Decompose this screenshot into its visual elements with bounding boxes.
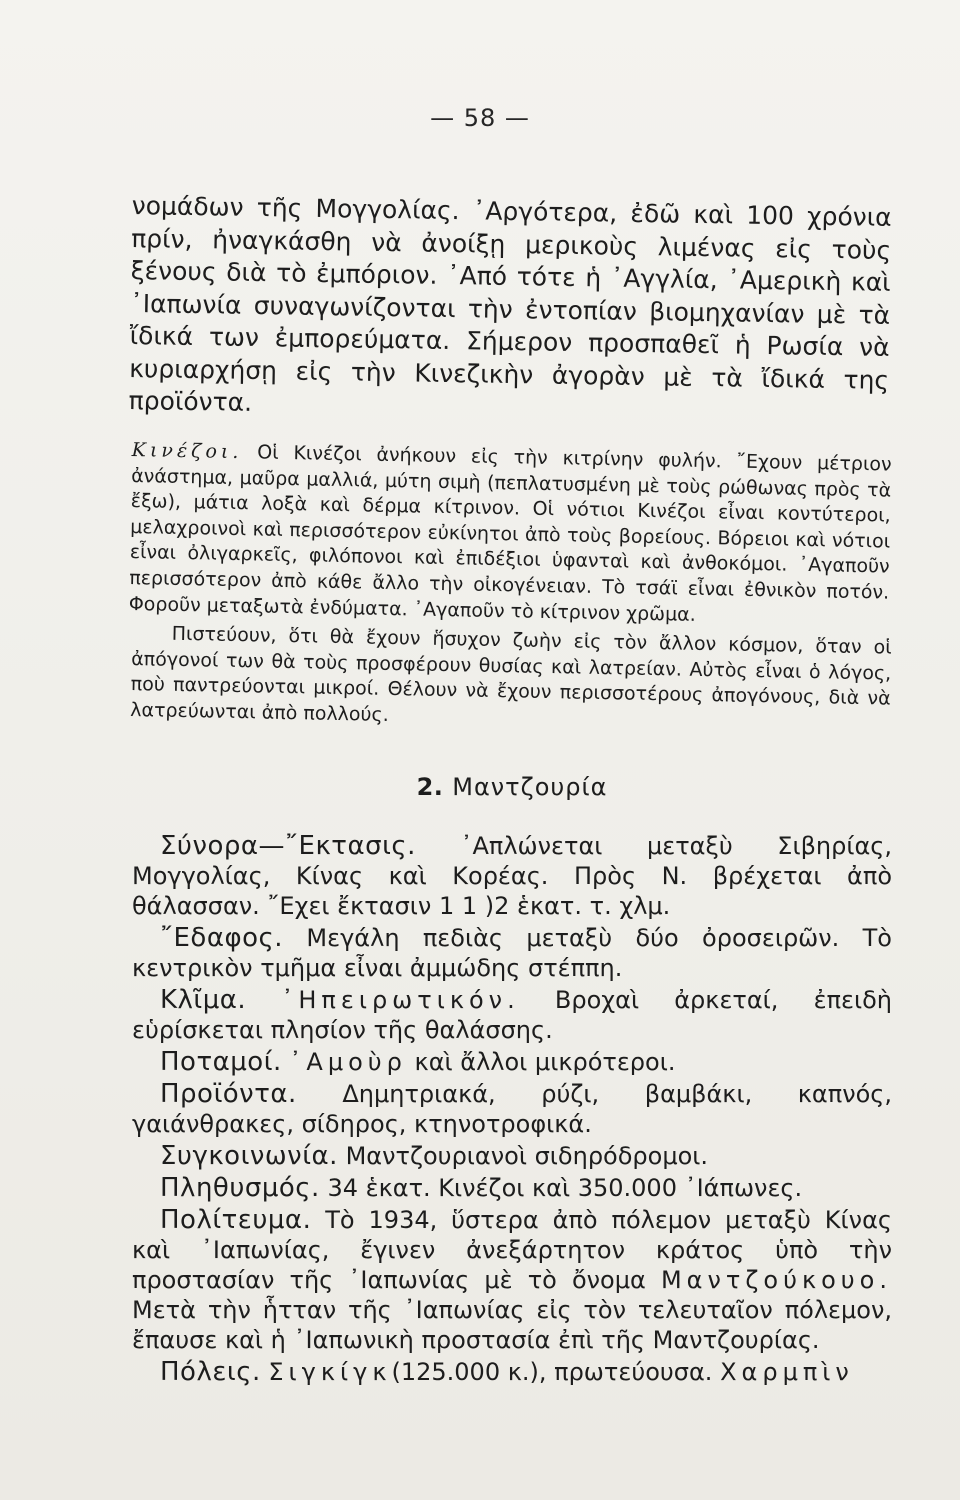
entry-spaced: ᾿Αμοὺρ bbox=[289, 1048, 407, 1077]
entry-label: Πληθυσμός. bbox=[160, 1173, 320, 1204]
entry-label: Κλῖμα. bbox=[160, 985, 247, 1016]
entry-text: 34 ἑκατ. Κινέζοι καὶ 350.000 ᾿Ιάπωνες. bbox=[327, 1174, 803, 1203]
section-heading bbox=[132, 773, 892, 801]
text-body bbox=[128, 190, 892, 1389]
entry-label: Πόλεις. bbox=[160, 1357, 261, 1388]
chinese-heading: Κινέζοι. bbox=[131, 438, 243, 463]
entry-text: Τὸ 1934, ὕστερα ἀπὸ πόλεμον μεταξὺ Κίνας καὶ ᾿Ιαπωνίας, ἔγινεν ἀνεξάρτητον κράτος ὑπὸ τὴν προστασίαν τῆς ᾿Ιαπωνίας μὲ τὸ ὄνομα bbox=[132, 1206, 892, 1295]
entry-spaced: Σιγκίγκ bbox=[268, 1358, 392, 1387]
entry-label: ῎Εδαφος. bbox=[160, 923, 284, 954]
entry-text: (125.000 κ.), πρωτεύουσα. bbox=[391, 1358, 713, 1387]
entry-label: Προϊόντα. bbox=[160, 1079, 297, 1110]
entry-climate bbox=[132, 985, 892, 1045]
entry-rivers bbox=[132, 1047, 892, 1077]
paragraph-beliefs: Πιστεύουν, ὅτι θὰ ἔχουν ἥσυχον ζωὴν εἰς τὸν ἄλλον κόσμον, ὅταν οἱ ἀπόγονοί των θὰ τοὺς προσφέρουν θυσίας καὶ λατρείαν. Αὐτὸς εἶναι ὁ λόγος, ποὺ παντρεύονται μικροί. Θέλουν νὰ ἔχουν περισσοτέρους ἀπογόνους, διὰ νὰ λατρεύωνται ἀπὸ πολλούς. bbox=[130, 622, 892, 726]
paragraph-chinese bbox=[129, 438, 892, 632]
entry-text: Μεγάλη πεδιὰς μεταξὺ δύο ὀροσειρῶν. Τὸ κεντρικὸν τμῆμα εἶναι ἀμμώδης στέππη. bbox=[132, 924, 892, 983]
entry-polity bbox=[132, 1205, 892, 1355]
entry-text-continued: Μετὰ τὴν ἧτταν τῆς ᾿Ιαπωνίας εἰς τὸν τελευταῖον πόλεμον, ἔπαυσε καὶ ἡ ᾿Ιαπωνικὴ προστασία ἐπὶ τῆς Μαντζουρίας. bbox=[132, 1296, 892, 1355]
entry-label: Πολίτευμα. bbox=[160, 1205, 312, 1236]
entry-label: Σύνορα—῎Εκτασις. bbox=[160, 831, 416, 862]
chinese-text: Οἱ Κινέζοι ἀνήκουν εἰς τὴν κιτρίνην φυλήν. ῎Εχουν μέτριον ἀνάστημα, μαῦρα μαλλιά, μύτη σιμὴ (πεπλατυσμένη μὲ τοὺς ρώθωνας πρὸς τὰ ἔξω), μάτια λοξὰ καὶ δέρμα κίτρινον. Οἱ νότιοι Κινέζοι εἶναι κοντύτεροι, μελαχροινοὶ καὶ περισσότερον εὐκίνητοι ἀπὸ τοὺς βορείους. Βόρειοι καὶ νότιοι εἶναι ὀλιγαρκεῖς, φιλόπονοι καὶ ἐπιδέξιοι ὑφανταὶ καὶ ἀνθοκόμοι. ᾿Αγαποῦν περισσότερον ἀπὸ κάθε ἄλλο τὴν οἰκογένειαν. Τὸ τσάϊ εἶναι ἐθνικὸν ποτόν. Φοροῦν μεταξωτὰ ἐνδύματα. ᾿Αγαποῦν τὸ κίτρινον χρῶμα. bbox=[128, 440, 892, 625]
entry-label: Συγκοινωνία. bbox=[160, 1141, 338, 1172]
entry-spaced: ᾿Ηπειρωτικόν. bbox=[281, 986, 520, 1015]
section-title: Μαντζουρία bbox=[452, 773, 608, 802]
entry-products bbox=[132, 1079, 892, 1139]
entry-spaced-2: Χαρμπὶν bbox=[720, 1358, 854, 1387]
page-number: — 58 — bbox=[430, 104, 530, 132]
entry-borders bbox=[132, 831, 892, 921]
entry-text: Βροχαὶ ἀρκεταί, ἐπειδὴ εὑρίσκεται πλησίον τῆς θαλάσσης. bbox=[132, 986, 892, 1045]
entry-population bbox=[132, 1173, 892, 1203]
entry-text: ᾿Απλώνεται μεταξὺ Σιβηρίας, Μογγολίας, Κίνας καὶ Κορέας. Πρὸς Ν. βρέχεται ἀπὸ θάλασσαν. ῎Εχει ἔκτασιν 1 1 )2 ἑκατ. τ. χλμ. bbox=[132, 832, 892, 921]
entry-soil bbox=[132, 923, 892, 983]
entry-cities bbox=[132, 1357, 892, 1387]
section-number: 2. bbox=[416, 773, 444, 802]
entry-spaced: Μαντζούκουο. bbox=[660, 1266, 892, 1295]
entry-label: Ποταμοί. bbox=[160, 1047, 282, 1078]
paragraph-mongolia: νομάδων τῆς Μογγολίας. ᾿Αργότερα, ἐδῶ καὶ 100 χρόνια πρίν, ἠναγκάσθη νὰ ἀνοίξῃ μερικοὺς λιμένας εἰς τοὺς ξένους διὰ τὸ ἐμπόριον. ᾿Από τότε ἡ ᾿Αγγλία, ᾿Αμερικὴ καὶ ᾿Ιαπωνία συναγωνίζονται τὴν ἐντοπίαν βιομηχανίαν μὲ τὰ ἴδικά των ἐμπορεύματα. Σήμερον προσπαθεῖ ἡ Ρωσία νὰ κυριαρχήσῃ εἰς τὴν Κινεζικὴν ἀγορὰν μὲ τὰ ἴδικά της προϊόντα. bbox=[128, 190, 892, 417]
entry-text: καὶ ἄλλοι μικρότεροι. bbox=[414, 1048, 676, 1077]
entry-transport bbox=[132, 1141, 892, 1171]
entry-text: Δημητριακά, ρύζι, βαμβάκι, καπνός, γαιάνθρακες, σίδηρος, κτηνοτροφικά. bbox=[132, 1080, 892, 1139]
entry-text: Μαντζουριανοὶ σιδηρόδρομοι. bbox=[345, 1142, 709, 1171]
